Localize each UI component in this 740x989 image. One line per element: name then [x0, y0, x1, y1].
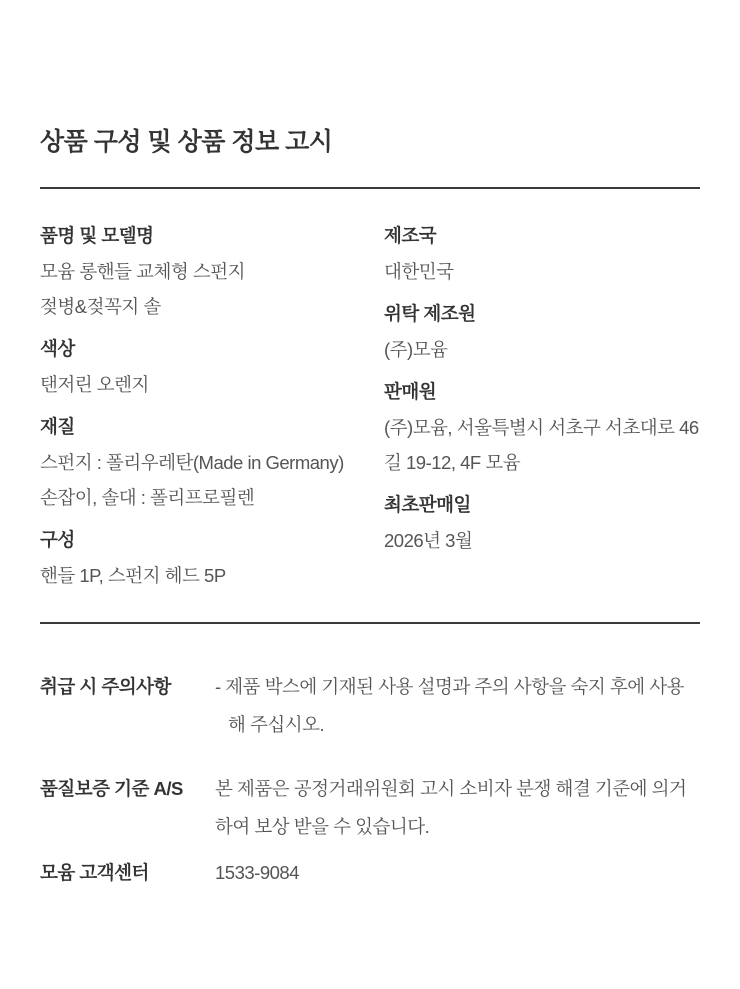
- info-label: 최초판매일: [384, 493, 471, 515]
- info-column-left: [40, 218, 384, 600]
- info-section-material: [40, 409, 384, 515]
- info-label: 구성: [40, 528, 75, 550]
- note-text: 본 제품은 공정거래위원회 고시 소비자 분쟁 해결 기준에 의거하여 보상 받을 수 있습니다.: [215, 777, 687, 837]
- info-label: 제조국: [384, 224, 437, 246]
- info-column-right: [384, 218, 700, 600]
- info-section-seller: [384, 374, 700, 480]
- info-section-composition: [40, 522, 384, 593]
- notes-section: [40, 668, 700, 892]
- info-section-color: [40, 331, 384, 402]
- info-label: 품명 및 모델명: [40, 224, 154, 246]
- note-row-warranty: [40, 770, 700, 846]
- note-row-handling: [40, 668, 700, 744]
- info-value-line: 손잡이, 솔대 : 폴리프로필렌: [40, 486, 255, 508]
- info-value-line: 탠저린 오렌지: [40, 373, 149, 395]
- note-text: - 제품 박스에 기재된 사용 설명과 주의 사항을 숙지 후에 사용해 주십시오.: [215, 675, 684, 735]
- product-info-page: [0, 17, 740, 892]
- page-title: 상품 구성 및 상품 정보 고시: [40, 127, 333, 156]
- top-divider: [40, 187, 700, 189]
- info-section-product-name: [40, 218, 384, 324]
- info-section-country: [384, 218, 700, 289]
- info-value-line: (주)모윰: [384, 338, 448, 360]
- info-label: 위탁 제조원: [384, 302, 476, 324]
- info-value-line: 대한민국: [384, 260, 454, 282]
- customer-center-phone: 1533-9084: [215, 861, 299, 883]
- info-value-line: 젖병&젖꼭지 솔: [40, 295, 161, 317]
- info-section-manufacturer: [384, 296, 700, 367]
- product-info-grid: [40, 218, 700, 600]
- bottom-divider: [40, 622, 700, 624]
- note-label: 품질보증 기준 A/S: [40, 777, 183, 799]
- info-section-first-sale-date: [384, 487, 700, 558]
- note-label: 모윰 고객센터: [40, 861, 149, 883]
- info-label: 판매원: [384, 380, 437, 402]
- info-value-line: (주)모윰, 서울특별시 서초구 서초대로 46길 19-12, 4F 모윰: [384, 416, 699, 473]
- info-label: 재질: [40, 415, 75, 437]
- note-label: 취급 시 주의사항: [40, 675, 171, 697]
- info-value-line: 스펀지 : 폴리우레탄(Made in Germany): [40, 451, 344, 473]
- info-value-line: 모윰 롱핸들 교체형 스펀지: [40, 260, 246, 282]
- note-row-customer-center: [40, 854, 700, 892]
- info-label: 색상: [40, 337, 75, 359]
- info-value-line: 2026년 3월: [384, 529, 473, 551]
- info-value-line: 핸들 1P, 스펀지 헤드 5P: [40, 564, 226, 586]
